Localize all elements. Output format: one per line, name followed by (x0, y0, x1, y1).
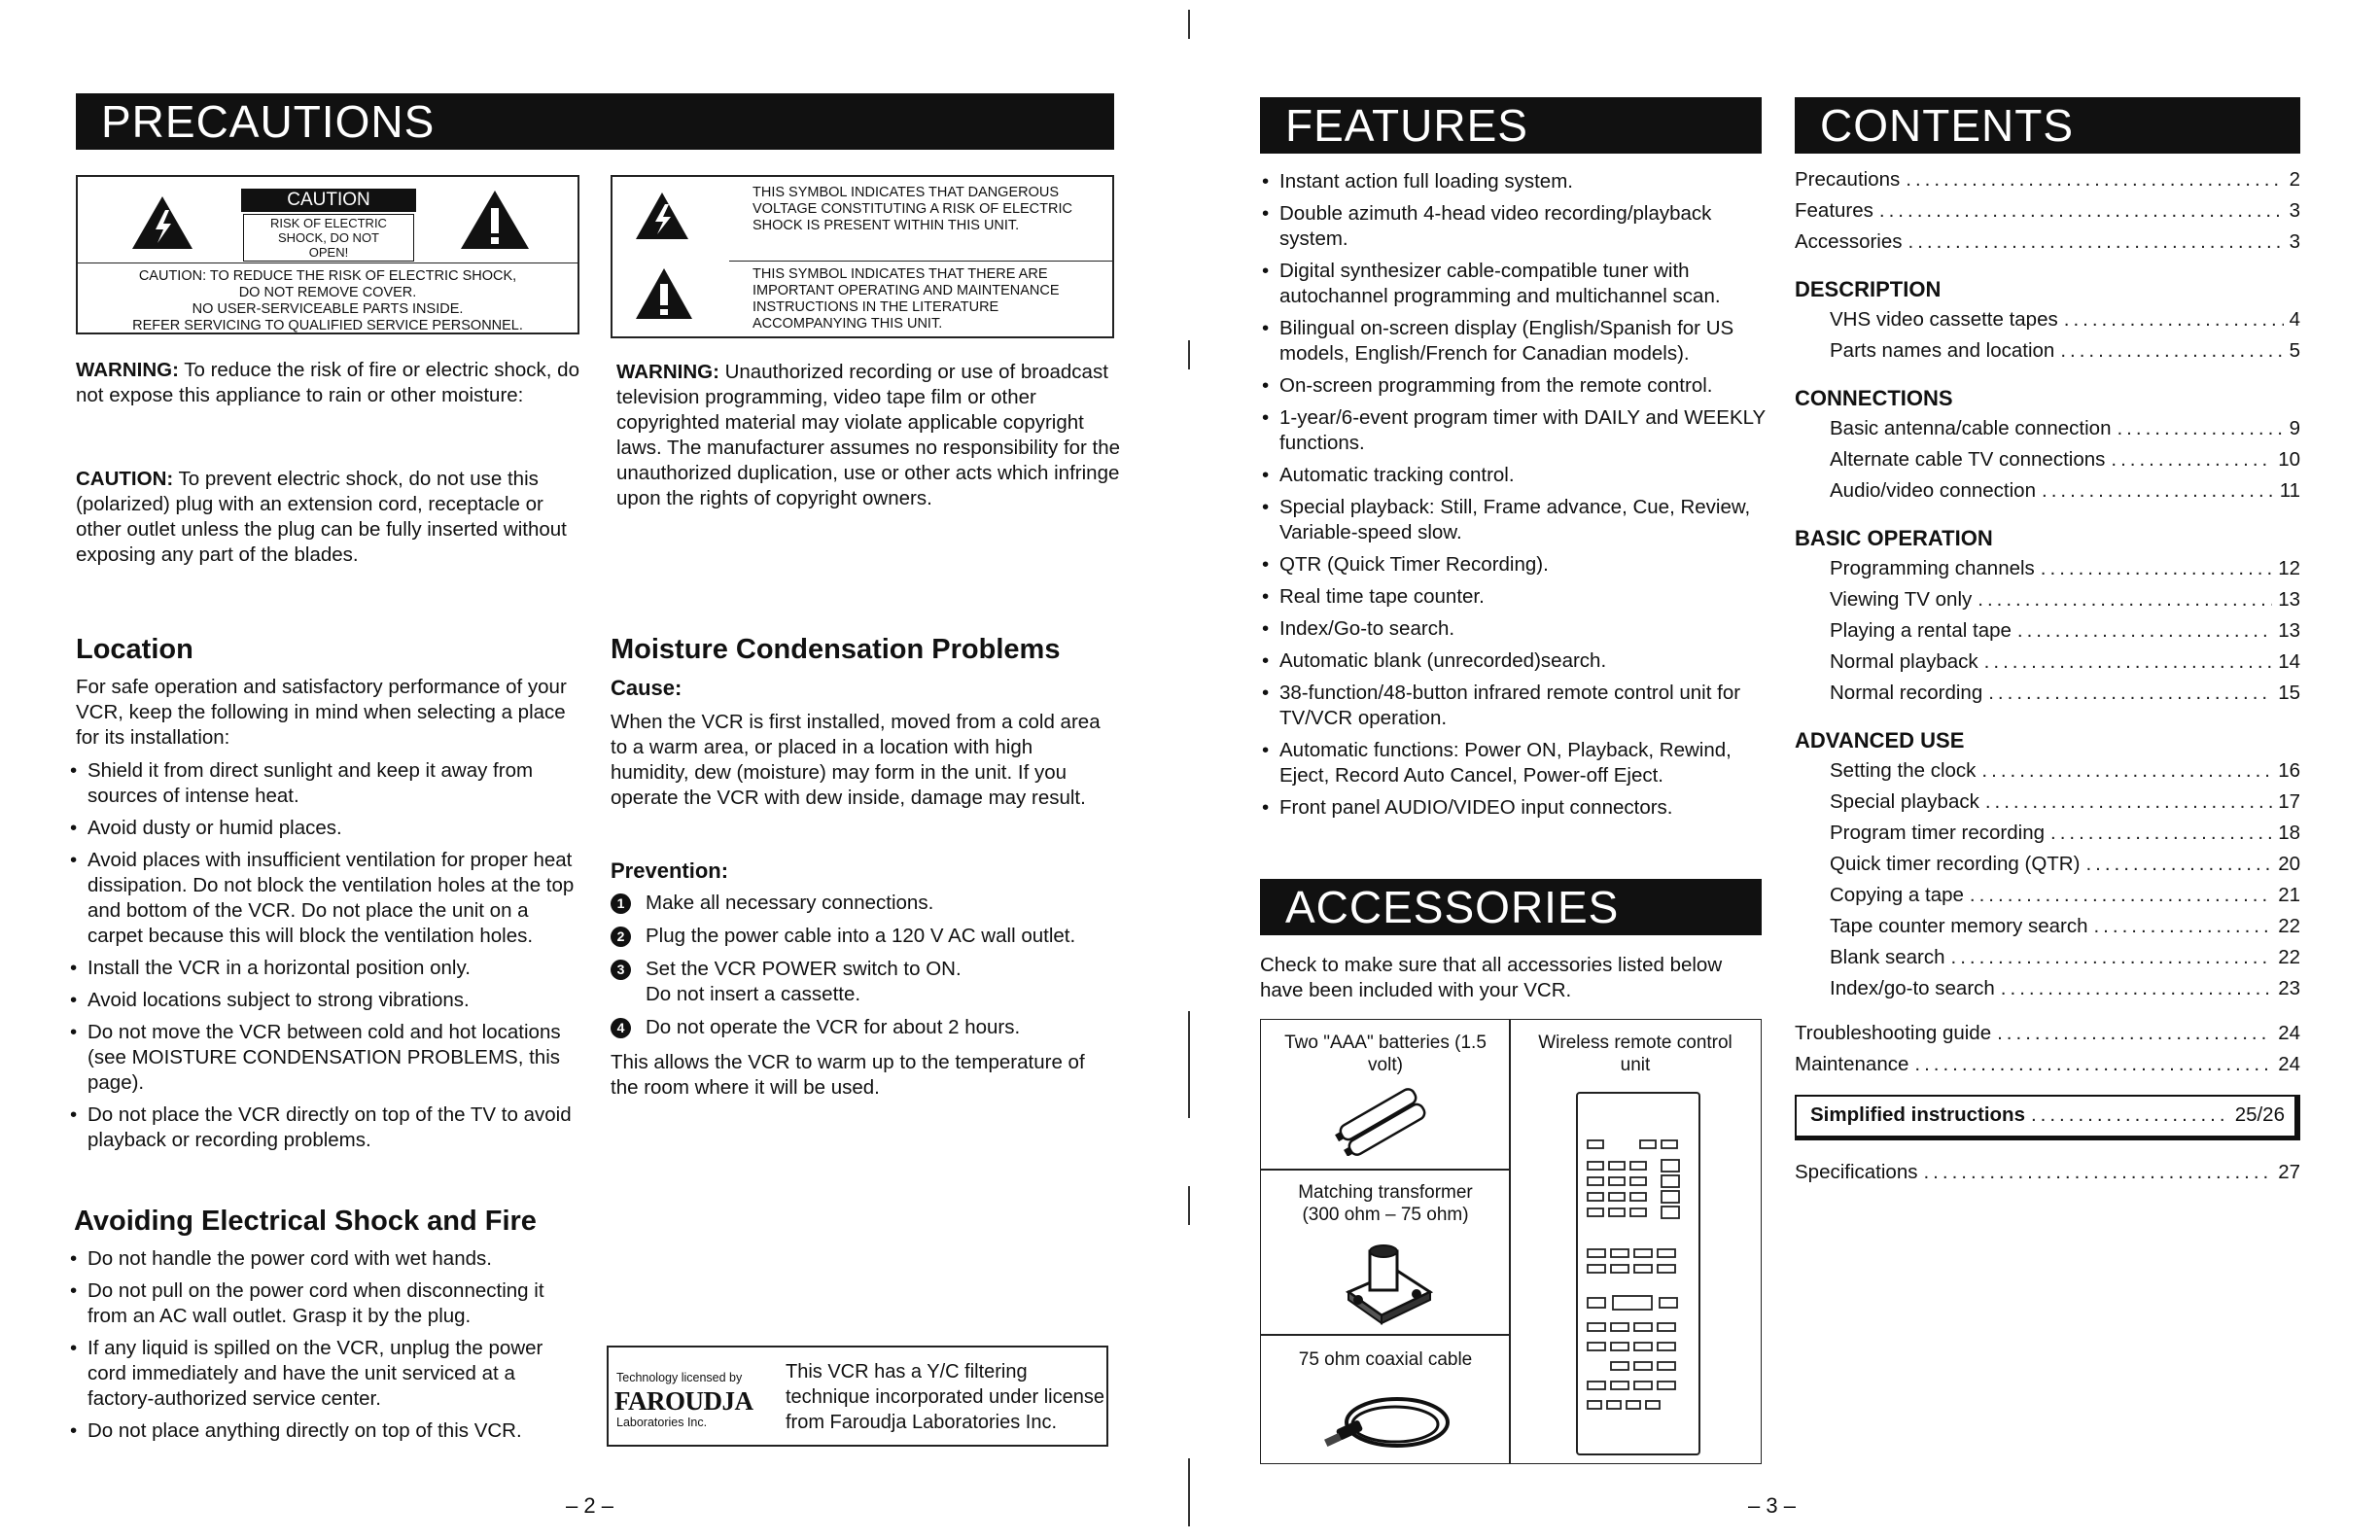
toc-row (1830, 587, 2300, 618)
toc-row (1795, 167, 2300, 198)
toc-row (1810, 1102, 2285, 1132)
toc-dots (1951, 945, 2273, 970)
symbol-box (611, 175, 1114, 338)
step-number: 4 (611, 1018, 631, 1038)
toc-label: Features (1795, 199, 1873, 222)
warning-label: WARNING: (76, 359, 179, 381)
toc-label: Blank search (1830, 946, 1945, 968)
warning-text: To reduce the risk of fire or electric shock, do not expose this appliance to rain or other moisture: (76, 359, 579, 406)
remote-buttons (1578, 1094, 1698, 1453)
accessory-label: Matching transformer (300 ohm – 75 ohm) (1298, 1182, 1473, 1225)
page-number-left: – 2 – (566, 1493, 613, 1518)
step-number: 2 (611, 927, 631, 947)
faroudja-box (607, 1346, 1108, 1447)
toc-dots (2085, 852, 2272, 877)
toc-dots (2111, 447, 2272, 472)
toc-label: Special playback (1830, 790, 1979, 813)
toc-label: Normal recording (1830, 682, 1983, 704)
list-item: • Automatic tracking control. (1260, 463, 1766, 488)
toc-dots (2050, 821, 2272, 846)
toc-label: Quick timer recording (QTR) (1830, 853, 2081, 875)
faroudja-licensed: Technology licensed by (616, 1371, 743, 1384)
caution-box (76, 175, 579, 334)
toc-row (1795, 229, 2300, 261)
toc-label: Precautions (1795, 168, 1901, 191)
caution-text (78, 268, 578, 334)
toc-page: 22 (2278, 946, 2300, 968)
toc-row (1830, 976, 2300, 1007)
toc-page: 22 (2278, 915, 2300, 937)
toc-page: 12 (2278, 557, 2300, 579)
toc-row (1830, 883, 2300, 914)
step-item (611, 1015, 1116, 1040)
toc-section-heading: CONNECTIONS (1795, 386, 1953, 410)
list-item: • Avoid places with insufficient ventilation for proper heat dissipation. Do not block the ventilation holes at the top and bottom of the VCR. Do not place the unit on a carpet because this will block the ventilation holes. (68, 848, 583, 949)
toc-dots (1879, 198, 2284, 224)
toc-page: 17 (2278, 790, 2300, 813)
toc-row (1830, 416, 2300, 447)
symbol-text-1: THIS SYMBOL INDICATES THAT DANGEROUS VOLTAGE CONSTITUTING A RISK OF ELECTRIC SHOCK IS PRESENT WITHIN THIS UNIT. (752, 185, 1072, 233)
step-subtext: Do not insert a cassette. (646, 983, 861, 1005)
toc-row (1830, 789, 2300, 821)
toc-page: 21 (2278, 884, 2300, 906)
toc-dots (1985, 789, 2272, 815)
remote-control-icon (1576, 1092, 1700, 1455)
toc-row (1795, 1160, 2300, 1191)
faroudja-text: This VCR has a Y/C filtering technique incorporated under license from Faroudja Laboratories Inc. (786, 1361, 1104, 1433)
accessory-remote (1509, 1019, 1762, 1464)
toc-row (1830, 681, 2300, 712)
toc-page: 5 (2289, 339, 2300, 362)
list-item: • Index/Go-to search. (1260, 616, 1766, 642)
step-number: 3 (611, 960, 631, 980)
location-list (68, 758, 583, 1160)
transformer-icon (1329, 1232, 1446, 1329)
toc-page: 24 (2278, 1053, 2300, 1075)
toc-dots (2064, 307, 2284, 332)
toc-row (1830, 338, 2300, 369)
center-divider-mark (1188, 340, 1190, 369)
caution-line: DO NOT REMOVE COVER. (238, 285, 417, 300)
toc-label: Copying a tape (1830, 884, 1964, 906)
caution-line: NO USER-SERVICEABLE PARTS INSIDE. (192, 301, 464, 317)
caution-line: CAUTION: TO REDUCE THE RISK OF ELECTRIC SHOCK, (138, 268, 517, 284)
warning-copyright (616, 360, 1124, 511)
toc-page: 3 (2289, 199, 2300, 222)
toc-row (1830, 852, 2300, 883)
toc-row (1795, 1021, 2300, 1052)
list-item: • 1-year/6-event program timer with DAILY and WEEKLY functions. (1260, 405, 1766, 456)
symbol-divider (729, 261, 1112, 262)
toc-section-heading: ADVANCED USE (1795, 728, 1965, 752)
toc-page: 23 (2278, 977, 2300, 999)
toc-row (1830, 618, 2300, 649)
accessories-intro: Check to make sure that all accessories listed below have been included with your VCR. (1260, 954, 1723, 1001)
toc-page: 4 (2289, 308, 2300, 331)
list-item: • Do not place anything directly on top of this VCR. (68, 1418, 583, 1444)
toc-page: 13 (2278, 619, 2300, 642)
toc-row (1830, 478, 2300, 509)
toc-page: 18 (2278, 822, 2300, 844)
warning-moisture (76, 358, 581, 408)
caution-plug-label: CAUTION: (76, 468, 174, 490)
toc-row (1830, 649, 2300, 681)
toc-dots (1914, 1052, 2272, 1077)
toc-section-heading: DESCRIPTION (1795, 277, 1942, 301)
step-text: Plug the power cable into a 120 V AC wall outlet. (646, 925, 1076, 947)
step-item (611, 891, 1116, 916)
toc-label: Simplified instructions (1810, 1103, 2025, 1126)
step-item (611, 924, 1116, 949)
toc-label: Viewing TV only (1830, 588, 1973, 611)
accessory-label: Wireless remote control unit (1538, 1032, 1732, 1075)
contents-list (1795, 167, 2300, 1191)
toc-page: 25/26 (2234, 1103, 2285, 1126)
step-number: 1 (611, 893, 631, 914)
toc-row (1830, 447, 2300, 478)
list-item: • Automatic functions: Power ON, Playback, Rewind, Eject, Record Auto Cancel, Power-off Eject. (1260, 738, 1766, 788)
list-item: • Do not move the VCR between cold and hot locations (see MOISTURE CONDENSATION PROBLEMS, this page). (68, 1020, 583, 1096)
caution-sub: RISK OF ELECTRIC SHOCK, DO NOT OPEN! (243, 214, 414, 262)
warning-text: Unauthorized recording or use of broadcast television programming, video tape film or other copyrighted material may violate applicable copyright laws. The manufacturer assumes no responsibility for the unauthorized duplication, use or other acts which infringe upon the rights of copyright owners. (616, 361, 1121, 509)
prevention-label: Prevention: (611, 858, 729, 883)
list-item: • Avoid dusty or humid places. (68, 816, 583, 841)
toc-dots (2093, 914, 2272, 939)
toc-dots (2117, 416, 2283, 441)
prevention-steps (611, 891, 1116, 1048)
list-item: • Do not place the VCR directly on top of the TV to avoid playback or recording problems. (68, 1102, 583, 1153)
list-item: • Front panel AUDIO/VIDEO input connectors. (1260, 795, 1766, 821)
toc-dots (2041, 556, 2272, 581)
list-item: • 38-function/48-button infrared remote control unit for TV/VCR operation. (1260, 681, 1766, 731)
features-list (1260, 169, 1766, 827)
list-item: • Real time tape counter. (1260, 584, 1766, 610)
toc-label: Specifications (1795, 1161, 1918, 1183)
toc-label: Maintenance (1795, 1053, 1909, 1075)
warning-label: WARNING: (616, 361, 719, 383)
faroudja-labs: Laboratories Inc. (616, 1416, 708, 1429)
list-item: • Install the VCR in a horizontal position only. (68, 956, 583, 981)
accessory-label: 75 ohm coaxial cable (1298, 1349, 1473, 1370)
toc-label: Parts names and location (1830, 339, 2055, 362)
toc-label: Audio/video connection (1830, 479, 2036, 502)
lightning-symbol-icon (634, 191, 690, 241)
accessory-batteries (1260, 1019, 1511, 1171)
step-text: Set the VCR POWER switch to ON. (646, 958, 962, 980)
shock-list (68, 1246, 583, 1451)
caution-label: CAUTION (241, 189, 416, 212)
caution-plug (76, 467, 581, 568)
toc-page: 24 (2278, 1022, 2300, 1044)
toc-dots (1906, 167, 2283, 192)
toc-label: Basic antenna/cable connection (1830, 417, 2112, 439)
toc-row (1830, 914, 2300, 945)
list-item: • Instant action full loading system. (1260, 169, 1766, 194)
lightning-warning-icon (130, 194, 194, 251)
batteries-icon (1329, 1088, 1436, 1156)
step-item (611, 957, 1116, 1007)
toc-page: 20 (2278, 853, 2300, 875)
toc-page: 3 (2289, 230, 2300, 253)
toc-page: 15 (2278, 682, 2300, 704)
toc-dots (2031, 1102, 2229, 1128)
toc-dots (1978, 587, 2272, 612)
toc-label: Program timer recording (1830, 822, 2046, 844)
center-divider-mark (1188, 1011, 1190, 1118)
list-item: • QTR (Quick Timer Recording). (1260, 552, 1766, 578)
toc-label: Setting the clock (1830, 759, 1977, 782)
simplified-box (1795, 1095, 2300, 1140)
toc-page: 9 (2289, 417, 2300, 439)
cause-label: Cause: (611, 676, 682, 700)
list-item: • Avoid locations subject to strong vibrations. (68, 988, 583, 1013)
toc-dots (2017, 618, 2272, 644)
exclamation-warning-icon (459, 189, 531, 251)
toc-dots (1970, 883, 2272, 908)
toc-label: VHS video cassette tapes (1830, 308, 2058, 331)
step-text: Make all necessary connections. (646, 892, 934, 914)
toc-row (1830, 945, 2300, 976)
exclamation-symbol-icon (634, 266, 694, 321)
list-item: • Special playback: Still, Frame advance, Cue, Review, Variable-speed slow. (1260, 495, 1766, 545)
toc-page: 10 (2278, 448, 2300, 471)
caution-divider (78, 262, 578, 263)
toc-section-heading: BASIC OPERATION (1795, 526, 1993, 550)
toc-dots (1997, 1021, 2272, 1046)
list-item: • Automatic blank (unrecorded)search. (1260, 648, 1766, 674)
toc-label: Accessories (1795, 230, 1903, 253)
toc-row (1830, 556, 2300, 587)
precautions-banner: PRECAUTIONS (76, 93, 1114, 150)
shock-heading: Avoiding Electrical Shock and Fire (74, 1206, 537, 1237)
faroudja-logo: FAROUDJA (614, 1386, 753, 1416)
toc-page: 2 (2289, 168, 2300, 191)
toc-row (1830, 821, 2300, 852)
toc-label: Programming channels (1830, 557, 2035, 579)
toc-row (1795, 1052, 2300, 1083)
page-number-right: – 3 – (1748, 1493, 1796, 1518)
list-item: • On-screen programming from the remote control. (1260, 373, 1766, 399)
toc-page: 11 (2279, 479, 2300, 502)
center-divider-mark (1188, 1186, 1190, 1225)
toc-label: Tape counter memory search (1830, 915, 2088, 937)
list-item: • Do not pull on the power cord when disconnecting it from an AC wall outlet. Grasp it by the plug. (68, 1278, 583, 1329)
list-item: • If any liquid is spilled on the VCR, unplug the power cord immediately and have the unit serviced at a factory-authorized service center. (68, 1336, 583, 1412)
symbol-text-2: THIS SYMBOL INDICATES THAT THERE ARE IMPORTANT OPERATING AND MAINTENANCE INSTRUCTIONS IN THE LITERATURE ACCOMPANYING THIS UNIT. (752, 266, 1060, 332)
toc-dots (2001, 976, 2272, 1001)
moisture-after: This allows the VCR to warm up to the temperature of the room where it will be used. (611, 1051, 1085, 1099)
toc-row (1795, 198, 2300, 229)
toc-page: 14 (2278, 650, 2300, 673)
list-item: • Do not handle the power cord with wet hands. (68, 1246, 583, 1272)
location-heading: Location (76, 634, 193, 665)
center-divider-mark (1188, 1458, 1190, 1526)
toc-label: Index/go-to search (1830, 977, 1995, 999)
toc-dots (1988, 681, 2272, 706)
accessory-cable (1260, 1334, 1511, 1464)
caution-line: REFER SERVICING TO QUALIFIED SERVICE PERSONNEL. (132, 318, 523, 333)
accessory-transformer (1260, 1169, 1511, 1336)
toc-label: Troubleshooting guide (1795, 1022, 1992, 1044)
toc-dots (2060, 338, 2283, 364)
toc-page: 13 (2278, 588, 2300, 611)
step-text: Do not operate the VCR for about 2 hours. (646, 1016, 1021, 1038)
toc-dots (1923, 1160, 2272, 1185)
contents-banner: CONTENTS (1795, 97, 2300, 154)
toc-row (1830, 307, 2300, 338)
cause-text: When the VCR is first installed, moved from a cold area to a warm area, or placed in a location with high humidity, dew (moisture) may form in the unit. If you operate the VCR with dew inside, damage may result. (611, 711, 1101, 809)
list-item: • Shield it from direct sunlight and keep it away from sources of intense heat. (68, 758, 583, 809)
coaxial-cable-icon (1319, 1380, 1455, 1461)
list-item: • Digital synthesizer cable-compatible tuner with autochannel programming and multichannel scan. (1260, 259, 1766, 309)
location-intro: For safe operation and satisfactory performance of your VCR, keep the following in mind when selecting a place for its installation: (76, 676, 567, 749)
toc-label: Playing a rental tape (1830, 619, 2012, 642)
toc-dots (1908, 229, 2284, 255)
toc-dots (1984, 649, 2273, 675)
toc-dots (1981, 758, 2272, 784)
moisture-heading: Moisture Condensation Problems (611, 634, 1061, 665)
list-item: • Bilingual on-screen display (English/Spanish for US models, English/French for Canadian models). (1260, 316, 1766, 367)
toc-page: 16 (2278, 759, 2300, 782)
accessories-banner: ACCESSORIES (1260, 879, 1762, 935)
toc-dots (2042, 478, 2274, 504)
toc-page: 27 (2278, 1161, 2300, 1183)
toc-label: Alternate cable TV connections (1830, 448, 2106, 471)
center-divider-mark (1188, 10, 1190, 39)
accessory-label: Two "AAA" batteries (1.5 volt) (1284, 1032, 1487, 1075)
features-banner: FEATURES (1260, 97, 1762, 154)
toc-row (1830, 758, 2300, 789)
caution-plug-text: To prevent electric shock, do not use this (polarized) plug with an extension cord, receptacle or other outlet unless the plug can be fully inserted without exposing any part of the blades. (76, 468, 567, 566)
toc-label: Normal playback (1830, 650, 1978, 673)
list-item: • Double azimuth 4-head video recording/playback system. (1260, 201, 1766, 252)
